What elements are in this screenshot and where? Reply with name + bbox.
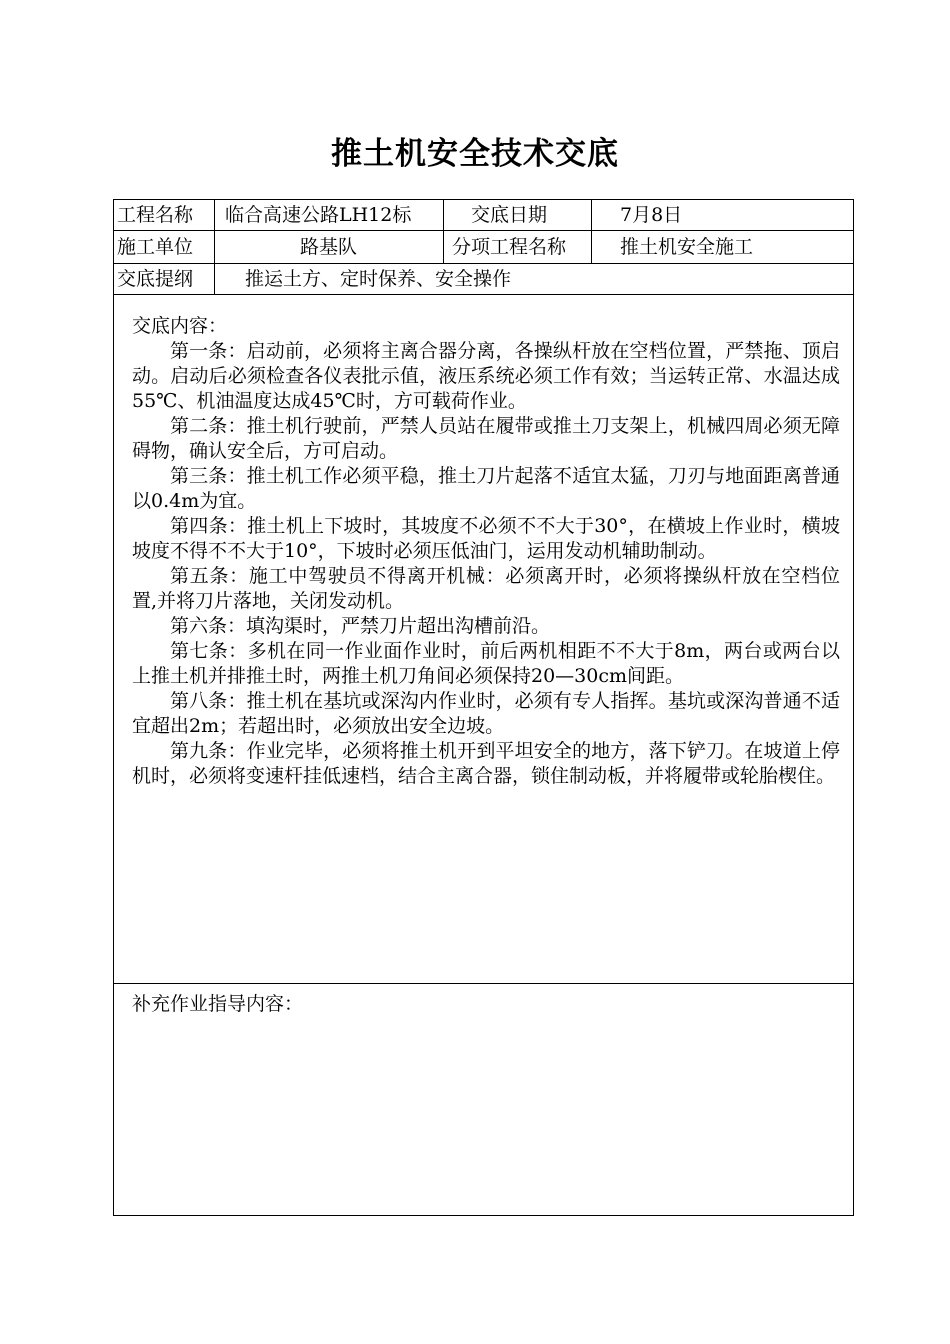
column-divider: [591, 200, 592, 263]
project-name-label: 工程名称: [117, 204, 194, 226]
column-divider: [443, 200, 444, 263]
row-divider: [114, 230, 853, 231]
article-5: 第五条：施工中驾驶员不得离开机械：必须离开时，必须将操纵杆放在空档位置,并将刀片落地，关闭发动机。: [132, 565, 840, 612]
disclosure-content: [132, 314, 840, 789]
outline-value: 推运土方、定时保养、安全操作: [245, 268, 512, 290]
page-title: 推土机安全技术交底: [331, 136, 619, 172]
article-7: 第七条：多机在同一作业面作业时，前后两机相距不不大于8m，两台或两台以上推土机并排推土时，两推土机刀角间必须保持20—30cm间距。: [132, 640, 840, 687]
article-2: 第二条：推土机行驶前，严禁人员站在履带或推土刀支架上，机械四周必须无障碍物，确认安全后，方可启动。: [132, 415, 840, 462]
disclosure-form: [113, 199, 854, 1216]
construction-unit-value: 路基队: [299, 236, 357, 258]
row-divider: [114, 294, 853, 295]
article-3: 第三条：推土机工作必须平稳，推土刀片起落不适宜太猛，刀刃与地面距离普通以0.4m为宜。: [132, 465, 840, 512]
disclosure-date-label: 交底日期: [471, 204, 548, 226]
row-divider: [114, 983, 853, 984]
subproject-name-value: 推土机安全施工: [620, 236, 754, 258]
article-6: 第六条：填沟渠时，严禁刀片超出沟槽前沿。: [170, 615, 551, 637]
article-1: 第一条：启动前，必须将主离合器分离，各操纵杆放在空档位置，严禁拖、顶启动。启动后必须检查各仪表批示值，液压系统必须工作有效；当运转正常、水温达成55℃、机油温度达成45℃时，方可载荷作业。: [132, 340, 840, 412]
supplement-heading: 补充作业指导内容：: [132, 993, 304, 1015]
subproject-name-label: 分项工程名称: [452, 236, 567, 258]
article-8: 第八条：推土机在基坑或深沟内作业时，必须有专人指挥。基坑或深沟普通不适宜超出2m；若超出时，必须放出安全边坡。: [132, 690, 840, 737]
project-name-value: 临合高速公路LH12标: [225, 204, 412, 226]
disclosure-date-value: 7月8日: [620, 204, 683, 226]
content-heading: 交底内容：: [132, 315, 228, 337]
article-9: 第九条：作业完毕，必须将推土机开到平坦安全的地方，落下铲刀。在坡道上停机时，必须将变速杆挂低速档，结合主离合器，锁住制动板，并将履带或轮胎楔住。: [132, 740, 840, 787]
outline-label: 交底提纲: [117, 268, 194, 290]
article-4: 第四条：推土机上下坡时，其坡度不必须不不大于30°，在横坡上作业时，横坡坡度不得不不大于10°，下坡时必须压低油门，运用发动机辅助制动。: [132, 515, 840, 562]
construction-unit-label: 施工单位: [117, 236, 194, 258]
